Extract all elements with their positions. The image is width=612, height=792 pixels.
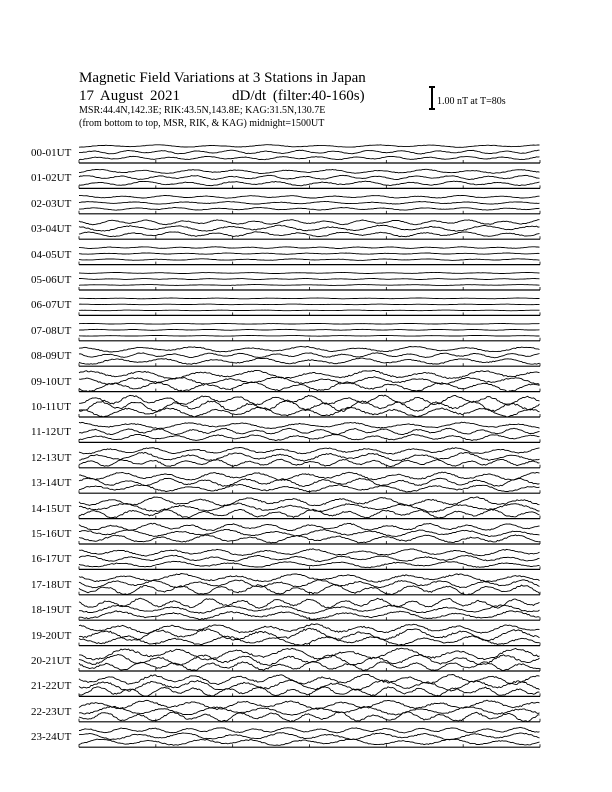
trace-KAG-12-13UT: [79, 448, 540, 455]
row-label-12-13UT: 12-13UT: [31, 451, 72, 464]
trace-RIK-04-05UT: [79, 253, 540, 254]
trace-KAG-08-09UT: [79, 346, 540, 352]
trace-MSR-04-05UT: [79, 259, 540, 261]
trace-KAG-16-17UT: [79, 549, 540, 556]
date: 17 August 2021: [79, 88, 181, 104]
row-14-15UT: [79, 497, 540, 519]
row-label-11-12UT: 11-12UT: [31, 426, 71, 439]
trace-KAG-05-06UT: [79, 273, 540, 274]
row-label-17-18UT: 17-18UT: [31, 578, 72, 591]
trace-KAG-17-18UT: [79, 574, 540, 583]
row-16-17UT: [79, 549, 540, 570]
trace-KAG-02-03UT: [79, 195, 540, 198]
trace-RIK-18-19UT: [79, 605, 540, 614]
station-order-note: (from bottom to top, MSR, RIK, & KAG) midnight=1500UT: [79, 118, 325, 129]
row-label-02-03UT: 02-03UT: [31, 197, 72, 210]
row-13-14UT: [79, 472, 540, 493]
row-label-13-14UT: 13-14UT: [31, 477, 72, 490]
trace-RIK-00-01UT: [79, 150, 540, 154]
trace-RIK-16-17UT: [79, 555, 540, 562]
row-01-02UT: [79, 169, 540, 188]
trace-KAG-23-24UT: [79, 727, 540, 733]
trace-RIK-13-14UT: [79, 478, 540, 487]
trace-MSR-01-02UT: [79, 181, 540, 186]
row-05-06UT: [79, 273, 540, 291]
row-09-10UT: [79, 370, 540, 391]
trace-RIK-11-12UT: [79, 428, 540, 434]
row-label-01-02UT: 01-02UT: [31, 172, 72, 185]
scale-label: 1.00 nT at T=80s: [437, 96, 506, 107]
trace-KAG-20-21UT: [79, 648, 540, 660]
row-07-08UT: [79, 323, 540, 340]
trace-KAG-14-15UT: [79, 497, 540, 506]
row-label-15-16UT: 15-16UT: [31, 528, 72, 540]
trace-RIK-15-16UT: [79, 530, 540, 537]
row-12-13UT: [79, 448, 540, 468]
row-22-23UT: [79, 700, 540, 722]
trace-RIK-21-22UT: [79, 680, 540, 691]
trace-KAG-10-11UT: [79, 395, 540, 405]
row-11-12UT: [79, 422, 540, 442]
row-label-19-20UT: 19-20UT: [31, 629, 72, 642]
trace-KAG-00-01UT: [79, 145, 540, 148]
trace-MSR-02-03UT: [79, 207, 540, 210]
row-label-00-01UT: 00-01UT: [31, 147, 72, 159]
row-label-05-06UT: 05-06UT: [31, 274, 72, 286]
station-coordinates: MSR:44.4N,142.3E; RIK:43.5N,143.8E; KAG:31.5N,130.7E: [79, 105, 326, 116]
trace-RIK-12-13UT: [79, 452, 540, 461]
quantity-label: dD/dt (filter:40-160s): [232, 88, 365, 104]
trace-RIK-09-10UT: [79, 377, 540, 385]
trace-KAG-13-14UT: [79, 472, 540, 480]
trace-MSR-06-07UT: [79, 310, 540, 311]
row-00-01UT: [79, 145, 540, 163]
row-label-21-22UT: 21-22UT: [31, 680, 72, 693]
trace-MSR-18-19UT: [79, 611, 540, 620]
row-08-09UT: [79, 346, 540, 366]
row-label-07-08UT: 07-08UT: [31, 324, 72, 337]
trace-RIK-08-09UT: [79, 353, 540, 358]
trace-MSR-07-08UT: [79, 335, 540, 336]
trace-KAG-11-12UT: [79, 422, 540, 428]
trace-KAG-04-05UT: [79, 247, 540, 249]
trace-KAG-22-23UT: [79, 700, 540, 710]
row-label-08-09UT: 08-09UT: [31, 350, 72, 363]
row-19-20UT: [79, 624, 540, 646]
row-17-18UT: [79, 574, 540, 595]
row-20-21UT: [79, 648, 540, 671]
row-label-22-23UT: 22-23UT: [31, 705, 72, 718]
trace-MSR-03-04UT: [79, 232, 540, 237]
trace-KAG-15-16UT: [79, 523, 540, 530]
trace-RIK-14-15UT: [79, 503, 540, 512]
trace-KAG-07-08UT: [79, 323, 540, 324]
trace-KAG-03-04UT: [79, 220, 540, 225]
row-label-04-05UT: 04-05UT: [31, 248, 72, 261]
trace-RIK-06-07UT: [79, 304, 540, 305]
row-label-16-17UT: 16-17UT: [31, 553, 72, 566]
trace-KAG-18-19UT: [79, 598, 540, 608]
trace-MSR-00-01UT: [79, 156, 540, 159]
trace-RIK-02-03UT: [79, 201, 540, 204]
chart-title: Magnetic Field Variations at 3 Stations in Japan: [79, 70, 366, 86]
row-label-18-19UT: 18-19UT: [31, 604, 72, 617]
trace-RIK-05-06UT: [79, 279, 540, 280]
trace-KAG-06-07UT: [79, 298, 540, 299]
trace-RIK-01-02UT: [79, 175, 540, 179]
row-03-04UT: [79, 220, 540, 240]
row-04-05UT: [79, 247, 540, 265]
trace-RIK-23-24UT: [79, 733, 540, 740]
row-label-20-21UT: 20-21UT: [31, 655, 72, 667]
trace-MSR-05-06UT: [79, 285, 540, 286]
trace-KAG-01-02UT: [79, 169, 540, 173]
row-15-16UT: [79, 523, 540, 544]
trace-RIK-07-08UT: [79, 329, 540, 330]
row-21-22UT: [79, 674, 540, 696]
row-23-24UT: [79, 727, 540, 747]
row-label-03-04UT: 03-04UT: [31, 223, 72, 236]
trace-RIK-03-04UT: [79, 225, 540, 231]
row-label-14-15UT: 14-15UT: [31, 502, 72, 515]
row-label-10-11UT: 10-11UT: [31, 401, 71, 413]
row-label-23-24UT: 23-24UT: [31, 731, 72, 744]
row-06-07UT: [79, 298, 540, 315]
row-18-19UT: [79, 598, 540, 620]
row-10-11UT: [79, 395, 540, 417]
row-label-06-07UT: 06-07UT: [31, 299, 72, 312]
row-02-03UT: [79, 195, 540, 213]
row-label-09-10UT: 09-10UT: [31, 375, 72, 388]
